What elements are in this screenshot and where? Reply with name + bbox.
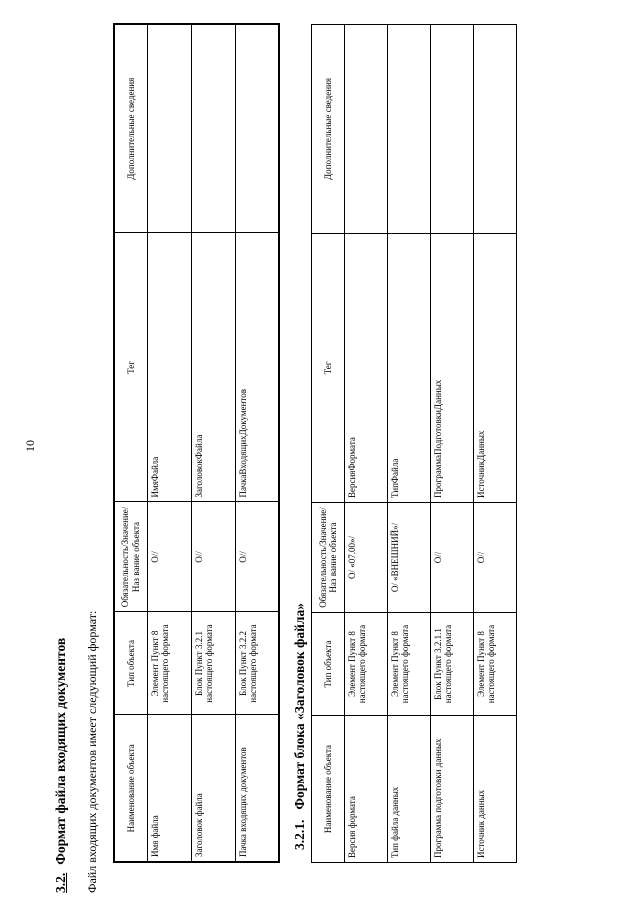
- intro-text: Файл входящих документов имеет следующий формат:: [85, 610, 99, 893]
- cell-required: О//: [474, 503, 517, 613]
- table-row: [191, 24, 235, 862]
- col-header: Тег: [114, 233, 147, 502]
- cell-name: Пачка входящих документов: [235, 715, 279, 862]
- section-title: Формат файла входящих документов: [53, 637, 68, 865]
- cell-tag: ПачкаВходящихДокументов: [235, 233, 279, 502]
- cell-tag: ТипФайла: [388, 234, 431, 503]
- cell-name: Программа подготовки данных: [431, 716, 474, 863]
- table-header-row: [114, 24, 147, 862]
- table-row: [147, 24, 191, 862]
- col-header: Обязательность/Значение/Наз вание объекта: [312, 503, 345, 613]
- col-header: Дополнительные сведения: [114, 24, 147, 233]
- col-header: Дополнительные сведения: [312, 25, 345, 234]
- cell-type: Блок Пункт 3.2.2 настоящего формата: [235, 612, 279, 715]
- cell-extra: [431, 25, 474, 234]
- cell-extra: [147, 24, 191, 233]
- file-format-table: [113, 23, 280, 863]
- subsection-title: Формат блока «Заголовок файла»: [292, 603, 307, 810]
- cell-tag: ИсточникДанных: [474, 234, 517, 503]
- cell-tag: ПрограммаПодготовкиДанных: [431, 234, 474, 503]
- cell-extra: [388, 25, 431, 234]
- subsection-heading: [292, 603, 308, 850]
- cell-required: О//: [431, 503, 474, 613]
- cell-extra: [235, 24, 279, 233]
- cell-name: Версия формата: [345, 716, 388, 863]
- cell-name: Имя файла: [147, 715, 191, 862]
- col-header: Обязательность/Значение/Наз вание объекта: [114, 502, 147, 612]
- table-row: [474, 25, 517, 863]
- file-header-table: [311, 24, 517, 863]
- table-row: [345, 25, 388, 863]
- cell-type: Элемент Пункт 8 настоящего формата: [345, 613, 388, 716]
- cell-required: О//: [191, 502, 235, 612]
- table-row: [235, 24, 279, 862]
- cell-name: Заголовок файла: [191, 715, 235, 862]
- col-header: Наименование объекта: [114, 715, 147, 862]
- cell-extra: [345, 25, 388, 234]
- col-header: Тип объекта: [312, 613, 345, 716]
- subsection-number: 3.2.1.: [292, 819, 307, 850]
- page-number: 10: [23, 440, 37, 452]
- col-header: Тип объекта: [114, 612, 147, 715]
- cell-name: Тип файла данных: [388, 716, 431, 863]
- table-row: [431, 25, 474, 863]
- cell-name: Источник данных: [474, 716, 517, 863]
- col-header: Тег: [312, 234, 345, 503]
- cell-tag: ЗаголовокФайла: [191, 233, 235, 502]
- cell-type: Блок Пункт 3.2.1 настоящего формата: [191, 612, 235, 715]
- cell-tag: ИмяФайла: [147, 233, 191, 502]
- cell-extra: [474, 25, 517, 234]
- cell-type: Элемент Пункт 8 настоящего формата: [474, 613, 517, 716]
- col-header: Наименование объекта: [312, 716, 345, 863]
- section-number: 3.2.: [53, 872, 68, 893]
- cell-extra: [191, 24, 235, 233]
- section-heading: [53, 638, 69, 893]
- table-row: [388, 25, 431, 863]
- cell-required: О/ «07.00»/: [345, 503, 388, 613]
- cell-required: О/ «ВНЕШНИЙ»/: [388, 503, 431, 613]
- cell-required: О//: [235, 502, 279, 612]
- cell-type: Блок Пункт 3.2.1.1 настоящего формата: [431, 613, 474, 716]
- cell-type: Элемент Пункт 8 настоящего формата: [147, 612, 191, 715]
- cell-required: О//: [147, 502, 191, 612]
- cell-tag: ВерсияФормата: [345, 234, 388, 503]
- cell-type: Элемент Пункт 8 настоящего формата: [388, 613, 431, 716]
- table-header-row: [312, 25, 345, 863]
